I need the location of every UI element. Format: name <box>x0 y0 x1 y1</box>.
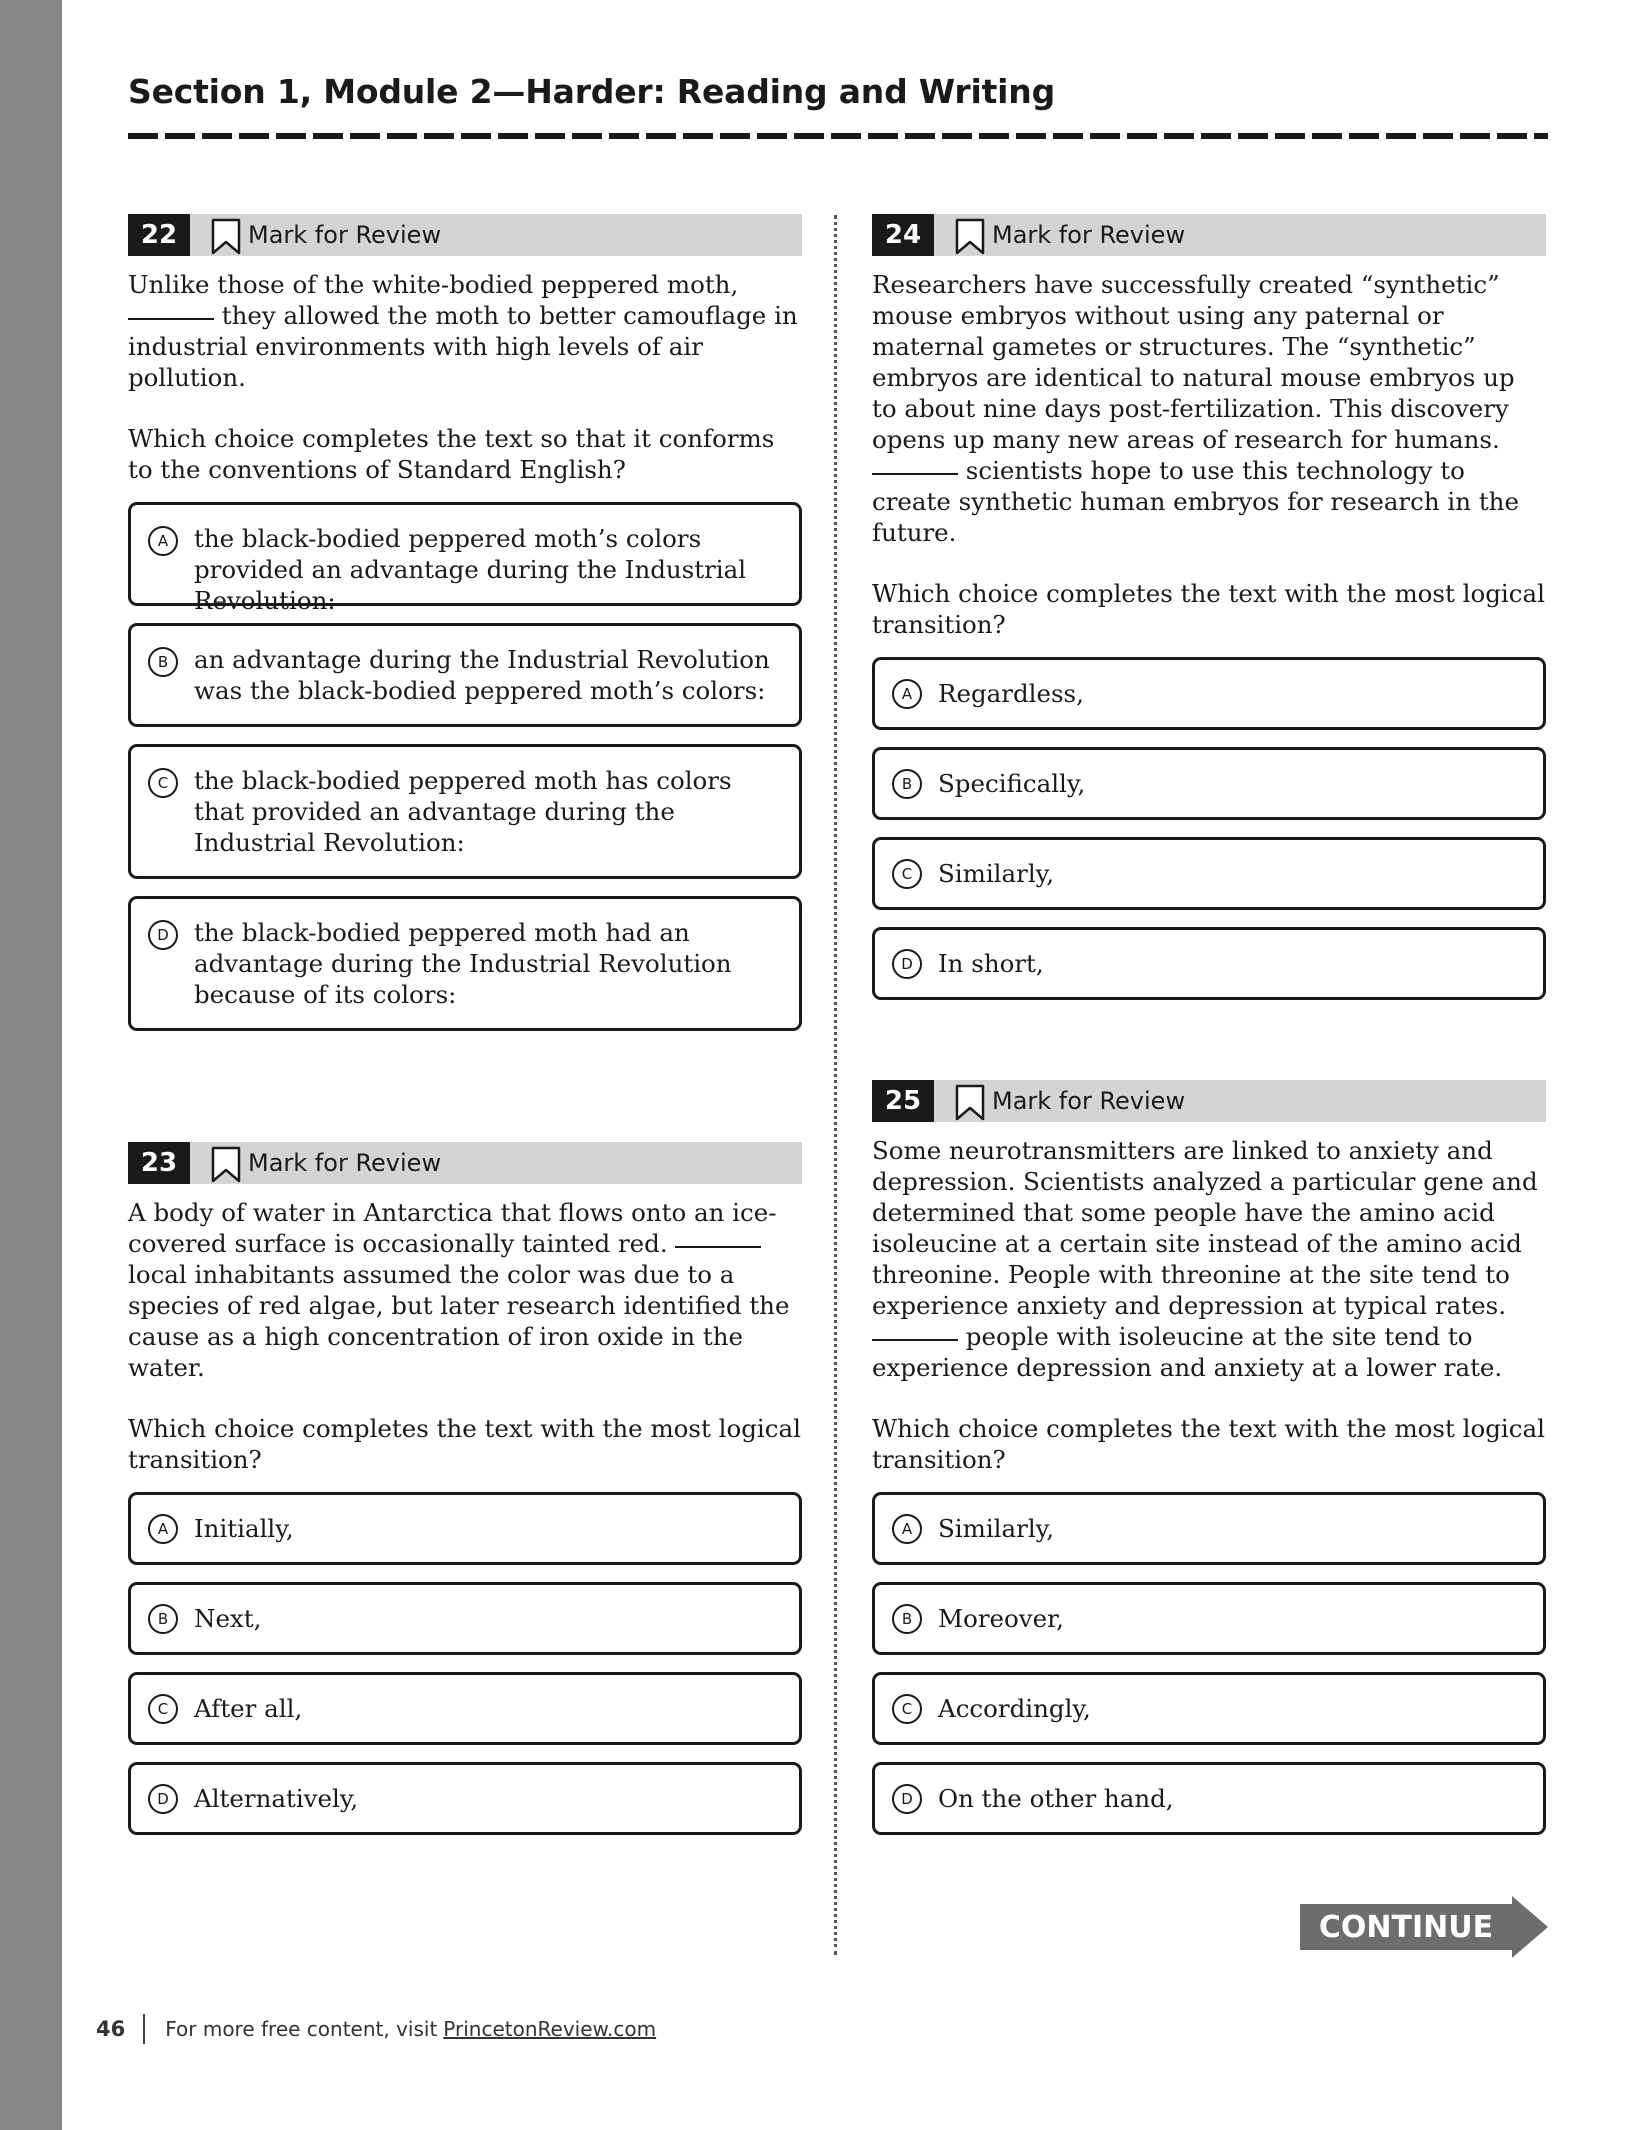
bookmark-icon <box>210 1146 242 1184</box>
choice-text: Specifically, <box>938 769 1086 798</box>
question-passage <box>128 269 802 393</box>
answer-choice-b[interactable] <box>128 623 802 727</box>
choice-letter: D <box>892 949 922 979</box>
title-dashed-rule <box>128 133 1548 139</box>
question-passage <box>872 1135 1546 1383</box>
choice-letter: C <box>892 859 922 889</box>
passage-text-before: Researchers have successfully created “synthetic” mouse embryos without using any paternal or maternal gametes or structures. The “synthetic” embryos are identical to natural mouse embryos up to about nine days post-fertilization. This discovery opens up many new areas of research for humans. <box>872 270 1515 454</box>
question-passage <box>872 269 1546 548</box>
choice-letter: D <box>892 1784 922 1814</box>
choice-letter: C <box>148 1694 178 1724</box>
page-edge-bar <box>0 0 62 2130</box>
answer-choice-b[interactable] <box>872 747 1546 820</box>
passage-text-after: they allowed the moth to better camouflage in industrial environments with high levels of air pollution. <box>128 301 798 392</box>
answer-choice-c[interactable] <box>128 1672 802 1745</box>
question-header <box>128 214 802 256</box>
column-divider <box>834 215 837 1955</box>
answer-choice-a[interactable] <box>128 1492 802 1565</box>
answer-choice-a[interactable] <box>872 657 1546 730</box>
question-number: 25 <box>872 1080 934 1122</box>
question-header <box>128 1142 802 1184</box>
mark-for-review-button[interactable] <box>210 1142 441 1184</box>
question-prompt: Which choice completes the text with the most logical transition? <box>872 1414 1545 1474</box>
passage-text-after: people with isoleucine at the site tend to experience depression and anxiety at a lower rate. <box>872 1322 1503 1382</box>
choice-text: Moreover, <box>938 1604 1064 1633</box>
question-number: 22 <box>128 214 190 256</box>
question-passage <box>128 1197 802 1383</box>
choice-letter: B <box>892 769 922 799</box>
question-prompt: Which choice completes the text so that it conforms to the conventions of Standard English? <box>128 424 775 484</box>
question-number: 24 <box>872 214 934 256</box>
footer-text: For more free content, visit <box>165 2017 438 2041</box>
passage-text-before: Unlike those of the white-bodied peppered moth, <box>128 270 739 299</box>
answer-blank <box>675 1246 761 1248</box>
page-number: 46 <box>96 2017 126 2041</box>
passage-text-before: A body of water in Antarctica that flows onto an ice-covered surface is occasionally tainted red. <box>128 1198 777 1258</box>
choice-letter: B <box>148 1604 178 1634</box>
choice-text: Initially, <box>194 1514 294 1543</box>
answer-choice-d[interactable] <box>872 1762 1546 1835</box>
passage-text-after: local inhabitants assumed the color was due to a species of red algae, but later research identified the cause as a high concentration of iron oxide in the water. <box>128 1260 790 1382</box>
mark-for-review-button[interactable] <box>954 214 1185 256</box>
mark-for-review-label: Mark for Review <box>992 221 1186 249</box>
bookmark-icon <box>954 218 986 256</box>
answer-blank <box>128 318 214 320</box>
choice-text: the black-bodied peppered moth’s colors provided an advantage during the Industrial Revolution: <box>194 524 747 615</box>
footer-link[interactable]: PrincetonReview.com <box>443 2017 657 2041</box>
answer-choice-d[interactable] <box>128 1762 802 1835</box>
answer-choice-c[interactable] <box>872 837 1546 910</box>
choice-letter: A <box>892 679 922 709</box>
footer-separator <box>143 2014 145 2044</box>
question-header <box>872 1080 1546 1122</box>
page-footer <box>96 2014 656 2044</box>
question-number: 23 <box>128 1142 190 1184</box>
bookmark-icon <box>210 218 242 256</box>
choice-text: Regardless, <box>938 679 1084 708</box>
mark-for-review-button[interactable] <box>210 214 441 256</box>
continue-label: CONTINUE <box>1318 1909 1494 1945</box>
choice-text: the black-bodied peppered moth has colors that provided an advantage during the Industrial Revolution: <box>194 766 732 857</box>
choice-text: Next, <box>194 1604 262 1633</box>
choice-letter: B <box>892 1604 922 1634</box>
answer-blank <box>872 1339 958 1341</box>
question-25 <box>872 1080 1546 1852</box>
continue-button[interactable] <box>1300 1896 1548 1958</box>
choice-letter: D <box>148 920 178 950</box>
choice-text: Similarly, <box>938 1514 1055 1543</box>
answer-blank <box>872 473 958 475</box>
answer-options <box>128 1492 802 1835</box>
choice-text: On the other hand, <box>938 1784 1174 1813</box>
answer-options <box>128 502 802 1031</box>
question-prompt: Which choice completes the text with the most logical transition? <box>128 1414 801 1474</box>
passage-text-after: scientists hope to use this technology to create synthetic human embryos for research in the future. <box>872 456 1519 547</box>
answer-choice-b[interactable] <box>872 1582 1546 1655</box>
question-24 <box>872 214 1546 1017</box>
question-header <box>872 214 1546 256</box>
choice-text: After all, <box>194 1694 303 1723</box>
question-prompt: Which choice completes the text with the most logical transition? <box>872 579 1545 639</box>
choice-letter: B <box>148 647 178 677</box>
choice-letter: C <box>148 768 178 798</box>
question-22 <box>128 214 802 1048</box>
answer-choice-c[interactable] <box>872 1672 1546 1745</box>
bookmark-icon <box>954 1084 986 1122</box>
mark-for-review-label: Mark for Review <box>248 1149 442 1177</box>
choice-letter: D <box>148 1784 178 1814</box>
mark-for-review-button[interactable] <box>954 1080 1185 1122</box>
choice-text: the black-bodied peppered moth had an advantage during the Industrial Revolution because of its colors: <box>194 918 732 1009</box>
passage-text-before: Some neurotransmitters are linked to anxiety and depression. Scientists analyzed a particular gene and determined that some people have the amino acid isoleucine at a certain site instead of the amino acid threonine. People with threonine at the site tend to experience anxiety and depression at typical rates. <box>872 1136 1538 1320</box>
choice-letter: A <box>892 1514 922 1544</box>
answer-choice-a[interactable] <box>128 502 802 615</box>
answer-choice-a[interactable] <box>872 1492 1546 1565</box>
question-23 <box>128 1142 802 1852</box>
answer-choice-c[interactable] <box>128 744 802 879</box>
choice-text: In short, <box>938 949 1044 978</box>
mark-for-review-label: Mark for Review <box>992 1087 1186 1115</box>
answer-choice-b[interactable] <box>128 1582 802 1655</box>
choice-letter: A <box>148 1514 178 1544</box>
answer-choice-d[interactable] <box>872 927 1546 1000</box>
choice-letter: C <box>892 1694 922 1724</box>
answer-options <box>872 1492 1546 1835</box>
choice-text: Accordingly, <box>938 1694 1091 1723</box>
section-title: Section 1, Module 2—Harder: Reading and Writing <box>128 72 1056 111</box>
choice-text: Similarly, <box>938 859 1055 888</box>
choice-letter: A <box>148 526 178 556</box>
mark-for-review-label: Mark for Review <box>248 221 442 249</box>
answer-options <box>872 657 1546 1000</box>
choice-text: an advantage during the Industrial Revolution was the black-bodied peppered moth’s colors: <box>194 645 770 705</box>
answer-choice-d[interactable] <box>128 896 802 1031</box>
choice-text: Alternatively, <box>194 1784 359 1813</box>
